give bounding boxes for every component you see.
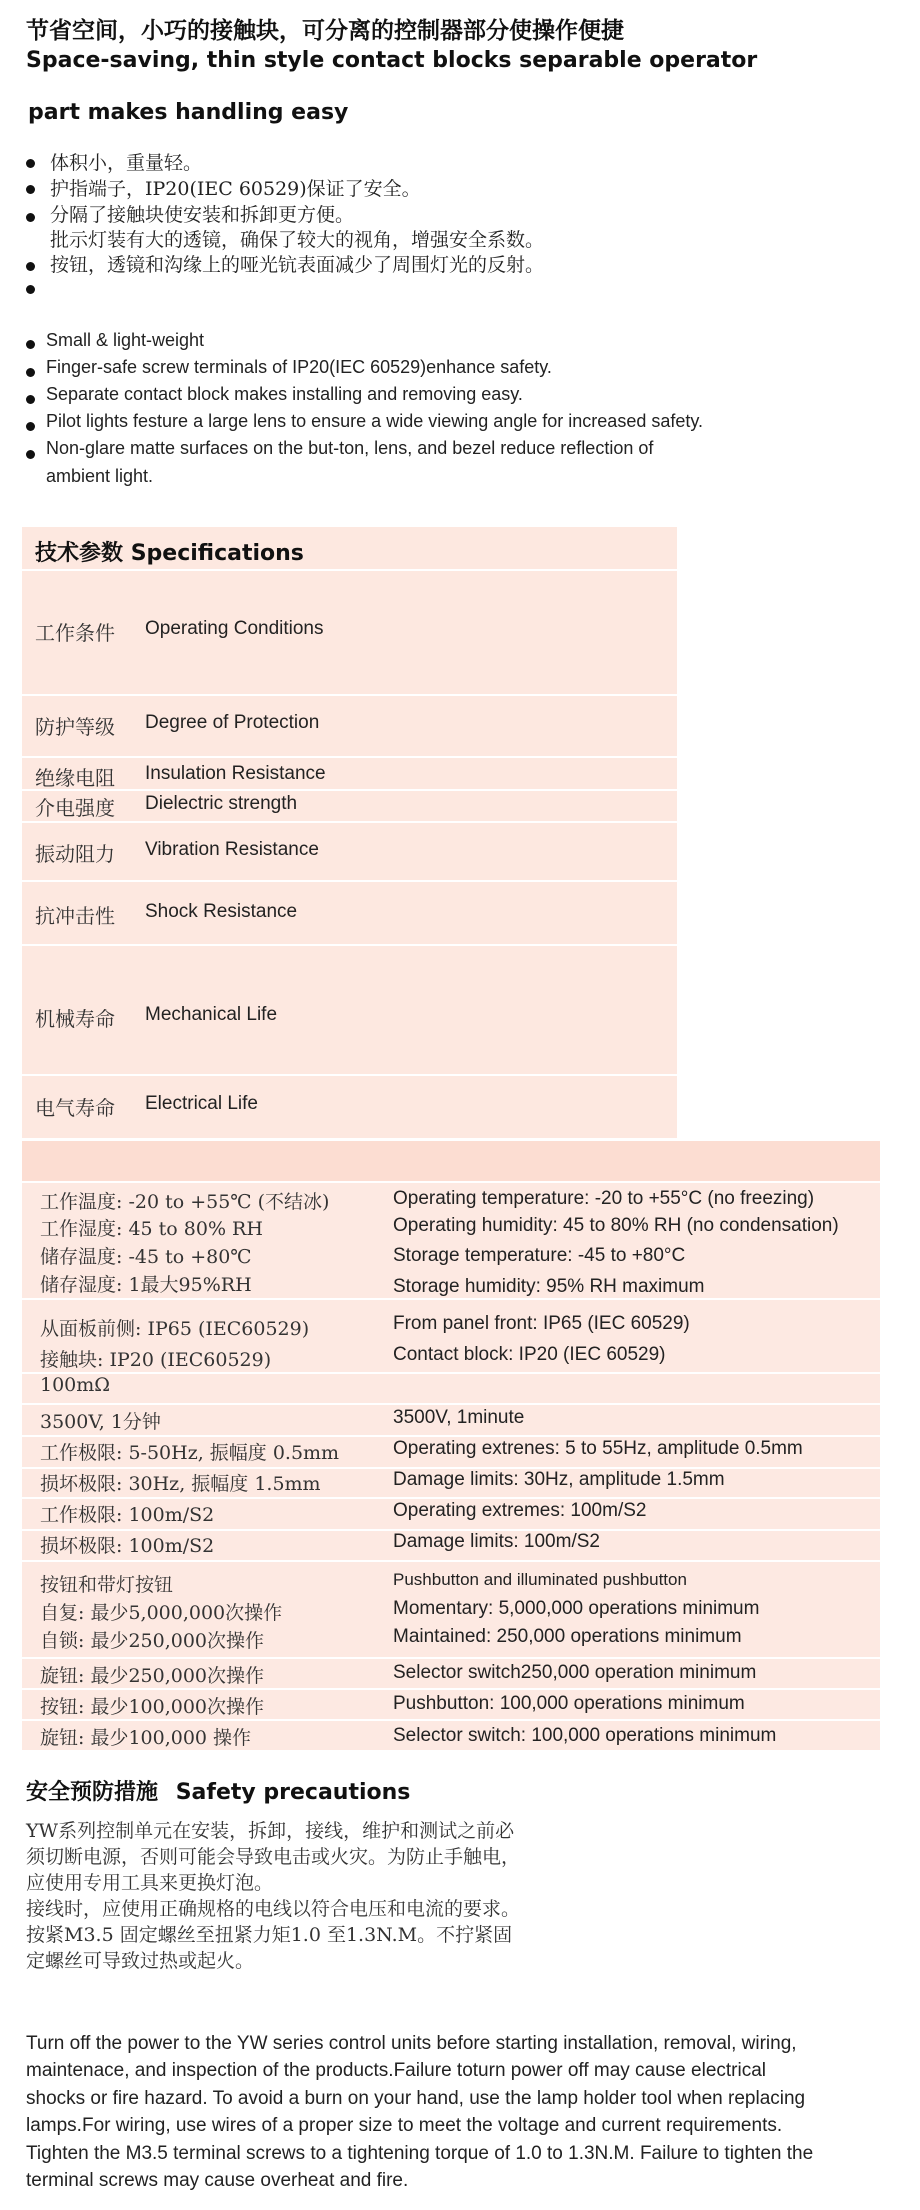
divider bbox=[22, 1497, 880, 1499]
safety-cn-line: 接线时，应使用正确规格的电线以符合电压和电流的要求。 bbox=[26, 1898, 521, 1920]
value-cn: 旋钮: 最少100,000 操作 bbox=[40, 1727, 252, 1749]
divider bbox=[22, 569, 677, 571]
spec-label-en: Electrical Life bbox=[145, 1093, 258, 1114]
value-cn: 损坏极限: 30Hz, 振幅度 1.5mm bbox=[40, 1473, 321, 1495]
bullet-icon bbox=[26, 285, 35, 294]
spec-label-cn: 抗冲击性 bbox=[35, 904, 115, 928]
value-en: Contact block: IP20 (IEC 60529) bbox=[393, 1344, 666, 1365]
safety-title bbox=[26, 1775, 410, 1806]
divider bbox=[22, 821, 677, 823]
spec-label-en: Vibration Resistance bbox=[145, 839, 319, 860]
value-cn: 自锁: 最少250,000次操作 bbox=[40, 1630, 265, 1652]
divider bbox=[22, 756, 677, 758]
divider bbox=[22, 1298, 880, 1300]
values-header-band bbox=[22, 1141, 880, 1181]
value-en: Operating humidity: 45 to 80% RH (no condensation) bbox=[393, 1215, 839, 1236]
safety-text-cn bbox=[26, 1818, 686, 1974]
divider bbox=[22, 1403, 880, 1405]
safety-en-line: Turn off the power to the YW series control units before starting installation, removal, wiring, bbox=[26, 2033, 797, 2054]
bullet-icon bbox=[26, 340, 35, 349]
safety-en-line: shocks or fire hazard. To avoid a burn on your hand, use the lamp holder tool when replacing bbox=[26, 2087, 806, 2109]
safety-en-line: terminal screws may cause overheat and fire. bbox=[26, 2170, 409, 2192]
value-cn: 旋钮: 最少250,000次操作 bbox=[40, 1665, 265, 1687]
value-cn: 按钮: 最少100,000次操作 bbox=[40, 1696, 265, 1718]
spec-label-en: Shock Resistance bbox=[145, 901, 298, 922]
divider bbox=[22, 944, 677, 946]
divider bbox=[22, 789, 677, 791]
specs-table bbox=[22, 527, 677, 1138]
value-cn: 工作湿度: 45 to 80% RH bbox=[40, 1218, 263, 1240]
feature-cn-item: 体积小，重量轻。 bbox=[50, 152, 203, 174]
safety-title-cn: 安全预防措施 bbox=[26, 1780, 159, 1805]
value-cn: 工作极限: 5-50Hz, 振幅度 0.5mm bbox=[40, 1442, 340, 1464]
value-en: Damage limits: 100m/S2 bbox=[393, 1531, 600, 1552]
bullet-icon bbox=[26, 262, 35, 271]
value-en: Operating extremes: 100m/S2 bbox=[393, 1500, 647, 1521]
value-cn: 损坏极限: 100m/S2 bbox=[40, 1535, 215, 1557]
safety-en-line: Tighten the M3.5 terminal screws to a tightening torque of 1.0 to 1.3N.M. Failure to tighten the bbox=[26, 2142, 814, 2164]
value-cn: 储存温度: -45 to +80℃ bbox=[40, 1246, 252, 1268]
divider bbox=[22, 694, 677, 696]
value-cn: 储存湿度: 1最大95%RH bbox=[40, 1274, 252, 1296]
value-en: Storage humidity: 95% RH maximum bbox=[393, 1276, 705, 1297]
feature-cn-item: 批示灯装有大的透镜，确保了较大的视角，增强安全系数。 bbox=[50, 229, 545, 251]
value-en: Selector switch: 100,000 operations minimum bbox=[393, 1725, 777, 1746]
bullet-icon bbox=[26, 450, 35, 459]
specs-title bbox=[35, 536, 304, 567]
specs-title-cn: 技术参数 bbox=[35, 541, 124, 566]
value-cn: 工作极限: 100m/S2 bbox=[40, 1504, 215, 1526]
safety-text-en bbox=[26, 2030, 906, 2194]
bullet-icon bbox=[26, 213, 35, 222]
feature-cn-item: 护指端子，IP20(IEC 60529)保证了安全。 bbox=[50, 178, 421, 200]
spec-label-cn: 防护等级 bbox=[35, 715, 115, 739]
spec-label-cn: 机械寿命 bbox=[35, 1007, 115, 1031]
value-en: From panel front: IP65 (IEC 60529) bbox=[393, 1313, 690, 1334]
value-cn: 从面板前侧: IP65 (IEC60529) bbox=[40, 1318, 310, 1340]
bullet-icon bbox=[26, 185, 35, 194]
spec-label-en: Operating Conditions bbox=[145, 618, 324, 639]
spec-label-en: Dielectric strength bbox=[145, 793, 298, 814]
divider bbox=[22, 1657, 880, 1659]
title-en: Space-saving, thin style contact blocks separable operator bbox=[26, 48, 758, 73]
bullet-icon bbox=[26, 368, 35, 377]
feature-en-item: ambient light. bbox=[46, 466, 154, 486]
divider bbox=[22, 1719, 880, 1721]
divider bbox=[22, 1074, 677, 1076]
spec-label-en: Degree of Protection bbox=[145, 712, 320, 733]
divider bbox=[22, 1560, 880, 1562]
value-cn: 3500V, 1分钟 bbox=[40, 1411, 161, 1433]
feature-en-item: Pilot lights festure a large lens to ensure a wide viewing angle for increased safety. bbox=[46, 411, 704, 431]
spec-label-en: Mechanical Life bbox=[145, 1004, 278, 1025]
spec-label-cn: 工作条件 bbox=[35, 621, 115, 645]
safety-cn-line: 按紧M3.5 固定螺丝至扭紧力矩1.0 至1.3N.M。不拧紧固 bbox=[26, 1924, 513, 1946]
value-cn: 自复: 最少5,000,000次操作 bbox=[40, 1602, 283, 1624]
value-en: Momentary: 5,000,000 operations minimum bbox=[393, 1598, 760, 1619]
value-en: Maintained: 250,000 operations minimum bbox=[393, 1626, 742, 1647]
divider bbox=[22, 1372, 880, 1374]
title-cn: 节省空间，小巧的接触块，可分离的控制器部分使操作便捷 bbox=[26, 18, 624, 44]
value-cn: 接触块: IP20 (IEC60529) bbox=[40, 1349, 272, 1371]
value-cn: 工作温度: -20 to +55℃ (不结冰) bbox=[40, 1191, 330, 1213]
bullet-icon bbox=[26, 159, 35, 168]
value-en: Selector switch250,000 operation minimum bbox=[393, 1662, 757, 1683]
safety-en-line: maintenace, and inspection of the products.Failure toturn power off may cause electrical bbox=[26, 2060, 766, 2082]
value-en: Pushbutton and illuminated pushbutton bbox=[393, 1570, 687, 1589]
divider bbox=[22, 1435, 880, 1437]
value-cn: 按钮和带灯按钮 bbox=[40, 1574, 174, 1596]
safety-cn-line: 须切断电源，否则可能会导致电击或火灾。为防止手触电， bbox=[26, 1846, 521, 1868]
bullet-icon bbox=[26, 395, 35, 404]
feature-cn-item: 按钮，透镜和沟缘上的哑光钪表面减少了周围灯光的反射。 bbox=[50, 254, 545, 276]
value-cn: 100mΩ bbox=[40, 1374, 111, 1396]
bullet-icon bbox=[26, 422, 35, 431]
divider bbox=[22, 880, 677, 882]
value-en: Pushbutton: 100,000 operations minimum bbox=[393, 1693, 745, 1714]
safety-en-line: lamps.For wiring, use wires of a proper size to meet the voltage and current requirements. bbox=[26, 2115, 783, 2137]
safety-cn-line: 定螺丝可导致过热或起火。 bbox=[26, 1950, 255, 1972]
title-en-continued: part makes handling easy bbox=[28, 100, 349, 125]
value-en: Operating extrenes: 5 to 55Hz, amplitude 0.5mm bbox=[393, 1438, 803, 1459]
spec-label-cn: 振动阻力 bbox=[35, 842, 115, 866]
spec-label-cn: 介电强度 bbox=[35, 796, 115, 820]
feature-en-item: Separate contact block makes installing and removing easy. bbox=[46, 384, 523, 404]
spec-label-cn: 绝缘电阻 bbox=[35, 766, 115, 790]
value-en: 3500V, 1minute bbox=[393, 1407, 525, 1428]
value-en: Operating temperature: -20 to +55°C (no freezing) bbox=[393, 1188, 815, 1209]
specs-title-en: Specifications bbox=[130, 541, 304, 566]
feature-en-item: Small & light-weight bbox=[46, 330, 205, 350]
spec-label-cn: 电气寿命 bbox=[35, 1096, 115, 1120]
feature-cn-item: 分隔了接触块使安装和拆卸更方便。 bbox=[50, 204, 355, 226]
spec-label-en: Insulation Resistance bbox=[145, 763, 326, 784]
divider bbox=[22, 1688, 880, 1690]
value-en: Damage limits: 30Hz, amplitude 1.5mm bbox=[393, 1469, 725, 1490]
feature-en-item: Finger-safe screw terminals of IP20(IEC 60529)enhance safety. bbox=[46, 357, 552, 377]
value-en: Storage temperature: -45 to +80°C bbox=[393, 1245, 686, 1266]
feature-en-item: Non-glare matte surfaces on the but-ton, lens, and bezel reduce reflection of bbox=[46, 438, 654, 458]
safety-cn-line: YW系列控制单元在安装，拆卸，接线，维护和测试之前必 bbox=[26, 1820, 515, 1842]
safety-cn-line: 应使用专用工具来更换灯泡。 bbox=[26, 1872, 274, 1894]
safety-title-en: Safety precautions bbox=[175, 1780, 411, 1805]
